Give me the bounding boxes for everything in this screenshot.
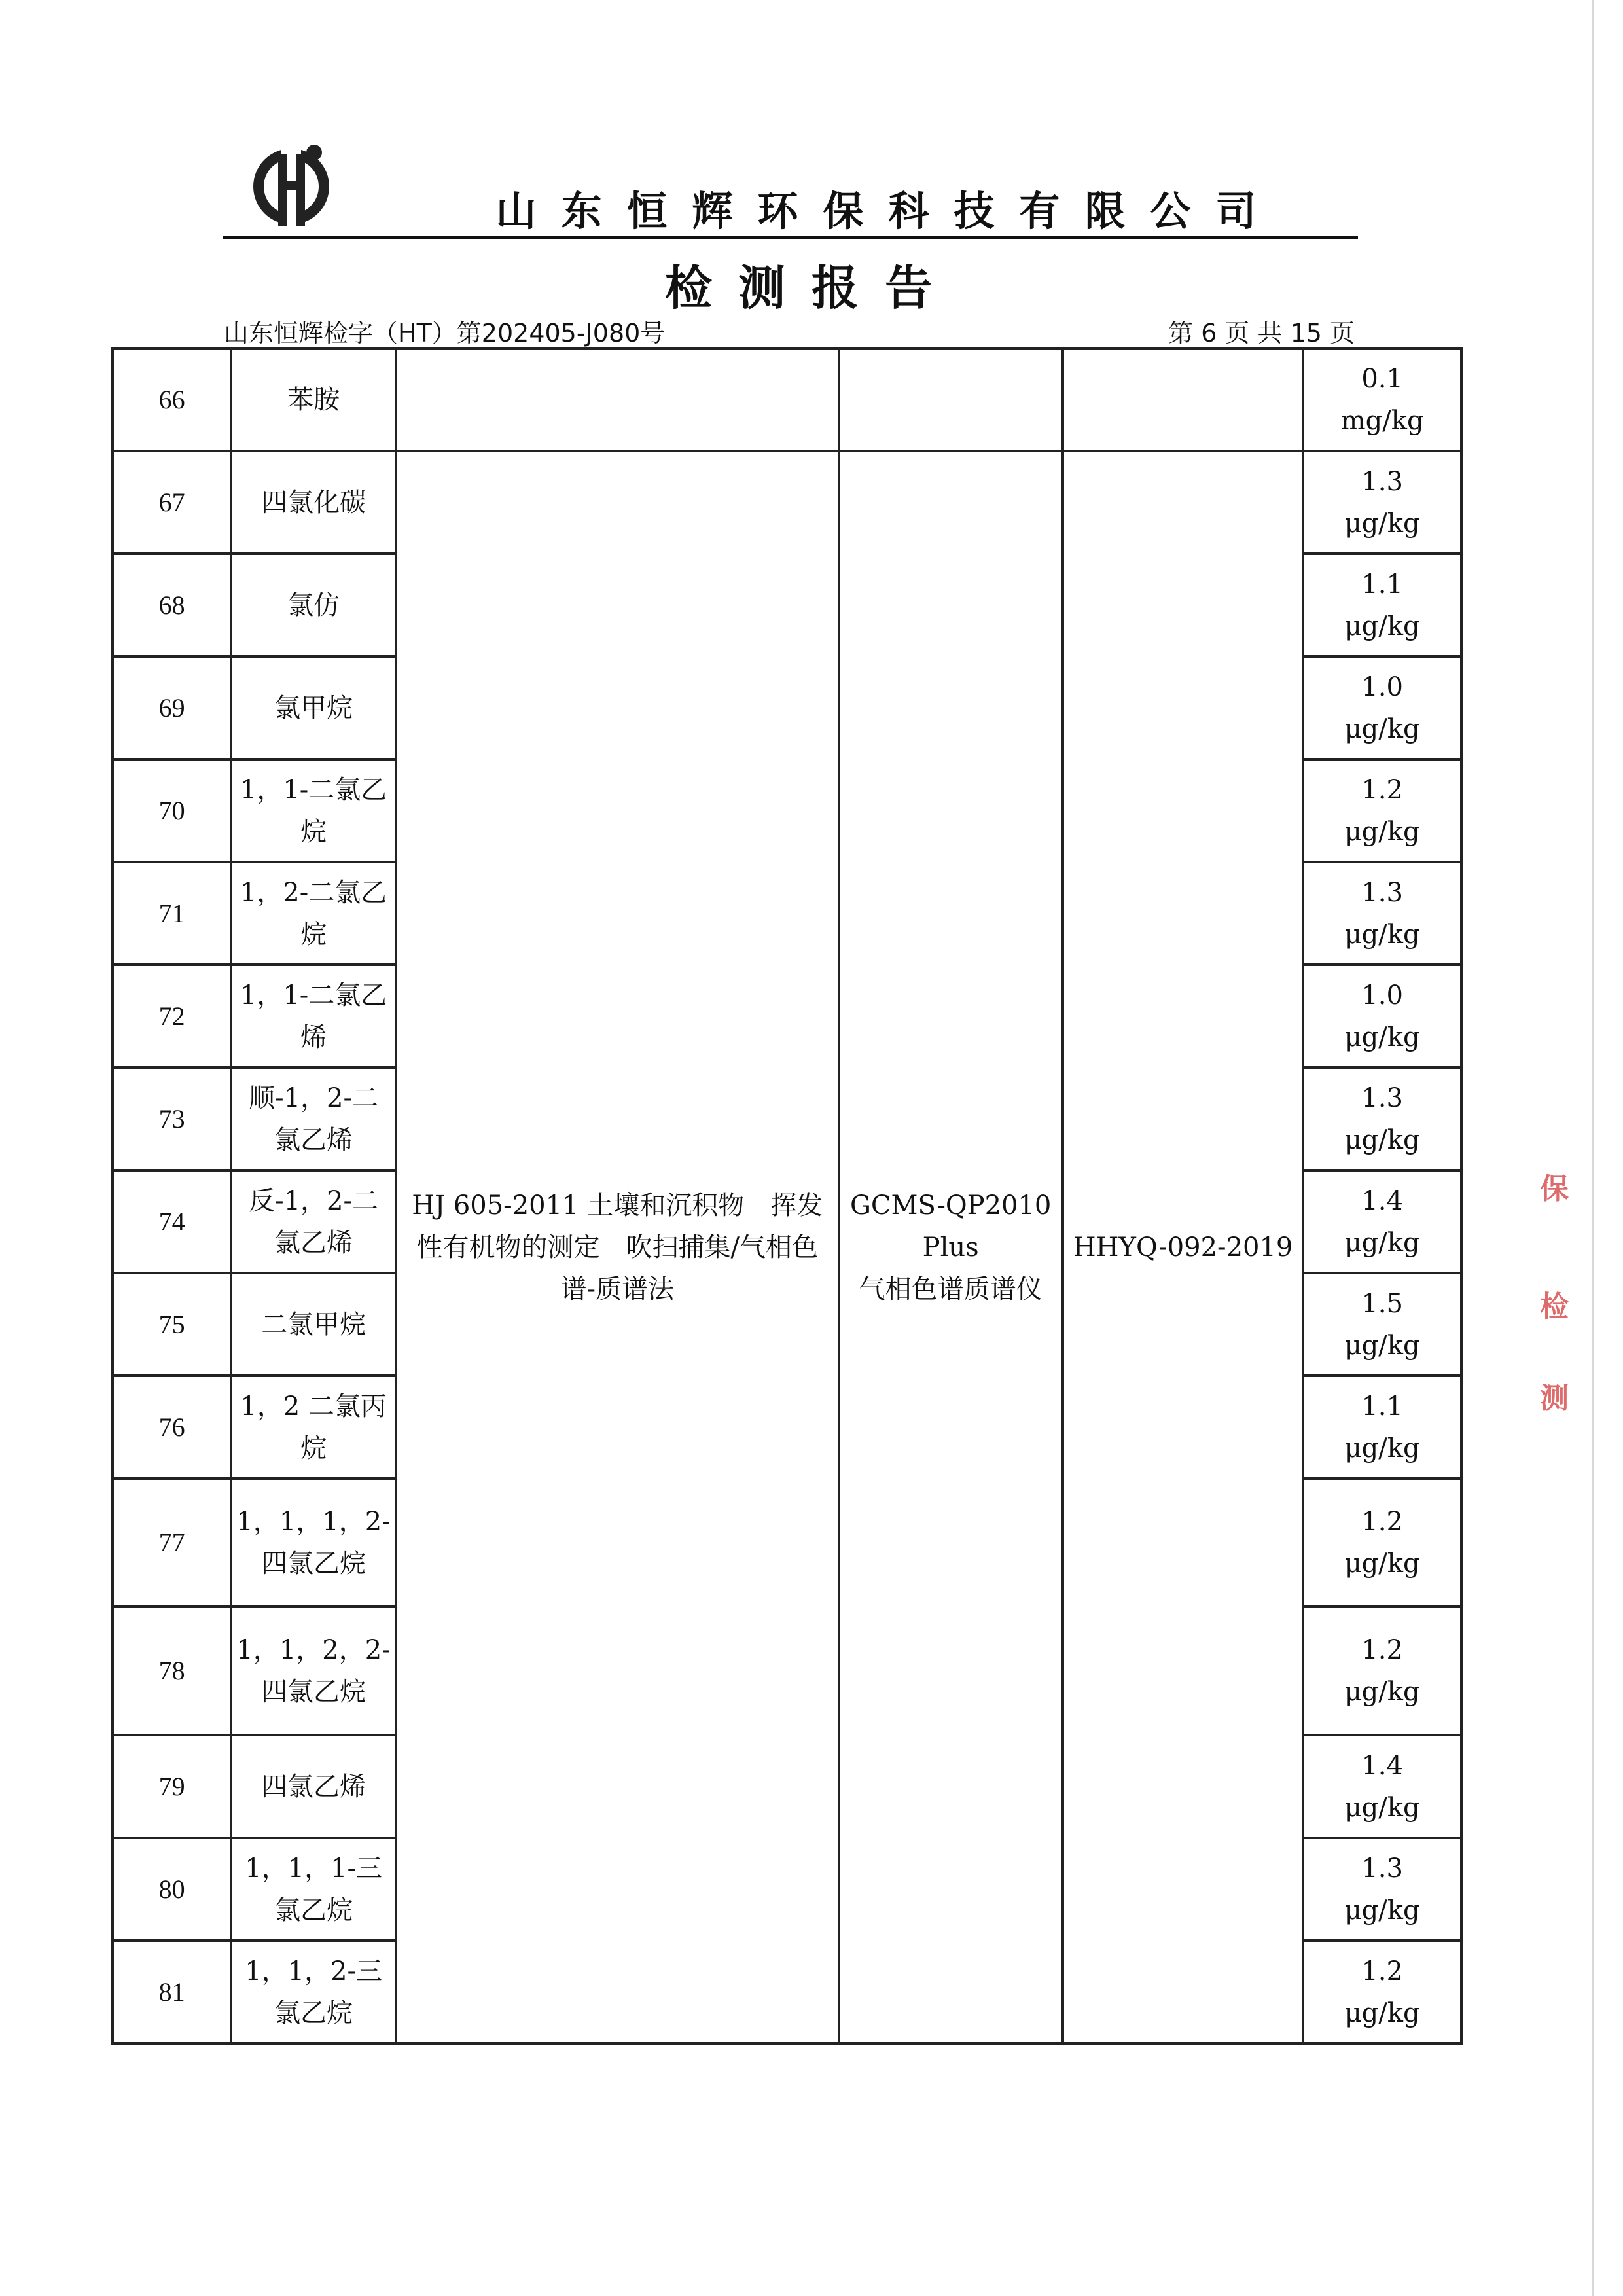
page-total: 15 bbox=[1290, 319, 1322, 348]
company-name: 山东恒辉环保科技有限公司 bbox=[223, 187, 1358, 239]
row-number: 76 bbox=[113, 1376, 231, 1479]
limit-value: 1.2 bbox=[1361, 774, 1403, 805]
limit-value: 1.0 bbox=[1361, 672, 1403, 702]
detection-limit bbox=[1303, 656, 1461, 759]
limit-value: 1.0 bbox=[1361, 980, 1403, 1011]
page-suffix: 页 bbox=[1330, 319, 1355, 348]
row-number: 68 bbox=[113, 554, 231, 656]
row-number: 79 bbox=[113, 1735, 231, 1838]
limit-unit: μg/kg bbox=[1344, 1895, 1420, 1926]
instrument-model: GCMS-QP2010 bbox=[849, 1190, 1052, 1221]
detection-limit bbox=[1303, 1735, 1461, 1838]
table-row bbox=[113, 451, 1461, 554]
limit-unit: μg/kg bbox=[1344, 1227, 1420, 1258]
limit-unit: μg/kg bbox=[1344, 1792, 1420, 1823]
limit-value: 1.3 bbox=[1361, 877, 1403, 908]
report-number: 山东恒辉检字（HT）第202405-J080号 bbox=[224, 319, 666, 348]
detection-limit bbox=[1303, 1838, 1461, 1941]
detection-limit bbox=[1303, 1170, 1461, 1273]
limit-value: 0.1 bbox=[1361, 363, 1403, 394]
limit-value: 1.5 bbox=[1361, 1288, 1403, 1319]
report-title: 检测报告 bbox=[664, 260, 958, 315]
limit-unit: μg/kg bbox=[1344, 1677, 1420, 1707]
detection-limit bbox=[1303, 348, 1461, 451]
limit-value: 1.2 bbox=[1361, 1956, 1403, 1986]
results-table bbox=[111, 347, 1463, 2045]
table-row bbox=[113, 348, 1461, 451]
limit-value: 1.4 bbox=[1361, 1750, 1403, 1781]
detection-limit bbox=[1303, 862, 1461, 965]
limit-value: 1.1 bbox=[1361, 1391, 1403, 1422]
row-number: 72 bbox=[113, 965, 231, 1067]
scan-edge-line bbox=[1592, 0, 1594, 2296]
limit-unit: μg/kg bbox=[1344, 1022, 1420, 1052]
row-number: 67 bbox=[113, 451, 231, 554]
method-cell bbox=[396, 348, 839, 451]
limit-value: 1.3 bbox=[1361, 466, 1403, 497]
analyte-name: 反-1，2-二氯乙烯 bbox=[231, 1170, 396, 1273]
row-number: 81 bbox=[113, 1941, 231, 2043]
limit-value: 1.3 bbox=[1361, 1853, 1403, 1884]
detection-limit bbox=[1303, 1376, 1461, 1479]
limit-unit: μg/kg bbox=[1344, 713, 1420, 744]
page-current: 6 bbox=[1201, 319, 1217, 348]
detection-limit bbox=[1303, 1941, 1461, 2043]
limit-value: 1.2 bbox=[1361, 1507, 1403, 1537]
instrument-cell bbox=[839, 451, 1063, 2043]
limit-value: 1.4 bbox=[1361, 1185, 1403, 1216]
row-number: 73 bbox=[113, 1067, 231, 1170]
instrument-cell bbox=[839, 348, 1063, 451]
detection-limit bbox=[1303, 451, 1461, 554]
stamp-char: 保 bbox=[1540, 1172, 1569, 1206]
analyte-name: 1，1，2-三氯乙烷 bbox=[231, 1941, 396, 2043]
analyte-name: 1，1-二氯乙烯 bbox=[231, 965, 396, 1067]
analyte-name: 四氯化碳 bbox=[231, 451, 396, 554]
page-mid: 页 共 bbox=[1224, 319, 1283, 348]
row-number: 77 bbox=[113, 1479, 231, 1607]
limit-unit: μg/kg bbox=[1344, 1330, 1420, 1361]
partial-seal-stamp bbox=[1535, 1165, 1569, 1479]
row-number: 80 bbox=[113, 1838, 231, 1941]
limit-value: 1.2 bbox=[1361, 1635, 1403, 1665]
stamp-char: 测 bbox=[1540, 1382, 1569, 1415]
detection-limit bbox=[1303, 759, 1461, 862]
analyte-name: 1，1，1，2-四氯乙烷 bbox=[231, 1479, 396, 1607]
limit-unit: μg/kg bbox=[1344, 1998, 1420, 2028]
limit-unit: μg/kg bbox=[1344, 919, 1420, 950]
analyte-name: 1，2-二氯乙烷 bbox=[231, 862, 396, 965]
row-number: 71 bbox=[113, 862, 231, 965]
analyte-name: 1，1，2，2-四氯乙烷 bbox=[231, 1607, 396, 1735]
row-number: 74 bbox=[113, 1170, 231, 1273]
limit-unit: μg/kg bbox=[1344, 1433, 1420, 1463]
instrument-id-cell bbox=[1063, 348, 1303, 451]
detection-limit bbox=[1303, 1273, 1461, 1376]
limit-value: 1.3 bbox=[1361, 1083, 1403, 1113]
analyte-name: 1，1，1-三氯乙烷 bbox=[231, 1838, 396, 1941]
instrument-type: 气相色谱质谱仪 bbox=[859, 1274, 1043, 1304]
row-number: 70 bbox=[113, 759, 231, 862]
limit-unit: μg/kg bbox=[1344, 1124, 1420, 1155]
analyte-name: 1，2 二氯丙烷 bbox=[231, 1376, 396, 1479]
analyte-name: 氯甲烷 bbox=[231, 656, 396, 759]
analyte-name: 1，1-二氯乙烷 bbox=[231, 759, 396, 862]
page-indicator bbox=[1168, 313, 1355, 349]
stamp-char: 检 bbox=[1540, 1290, 1569, 1323]
detection-limit bbox=[1303, 554, 1461, 656]
page-prefix: 第 bbox=[1168, 319, 1194, 348]
detection-limit bbox=[1303, 965, 1461, 1067]
row-number: 78 bbox=[113, 1607, 231, 1735]
analyte-name: 二氯甲烷 bbox=[231, 1273, 396, 1376]
detection-limit bbox=[1303, 1067, 1461, 1170]
analyte-name: 苯胺 bbox=[231, 348, 396, 451]
limit-unit: μg/kg bbox=[1344, 611, 1420, 641]
detection-limit bbox=[1303, 1607, 1461, 1735]
limit-unit: μg/kg bbox=[1344, 1549, 1420, 1579]
analyte-name: 顺-1，2-二氯乙烯 bbox=[231, 1067, 396, 1170]
analyte-name: 四氯乙烯 bbox=[231, 1735, 396, 1838]
analyte-name: 氯仿 bbox=[231, 554, 396, 656]
row-number: 66 bbox=[113, 348, 231, 451]
limit-unit: μg/kg bbox=[1344, 508, 1420, 539]
limit-unit: mg/kg bbox=[1340, 405, 1424, 436]
instrument-model-suffix: Plus bbox=[922, 1232, 979, 1263]
instrument-id-cell: HHYQ-092-2019 bbox=[1063, 451, 1303, 2043]
row-number: 69 bbox=[113, 656, 231, 759]
method-cell: HJ 605-2011 土壤和沉积物 挥发性有机物的测定 吹扫捕集/气相色谱-质谱法 bbox=[396, 451, 839, 2043]
limit-unit: μg/kg bbox=[1344, 816, 1420, 847]
detection-limit bbox=[1303, 1479, 1461, 1607]
limit-value: 1.1 bbox=[1361, 569, 1403, 600]
row-number: 75 bbox=[113, 1273, 231, 1376]
